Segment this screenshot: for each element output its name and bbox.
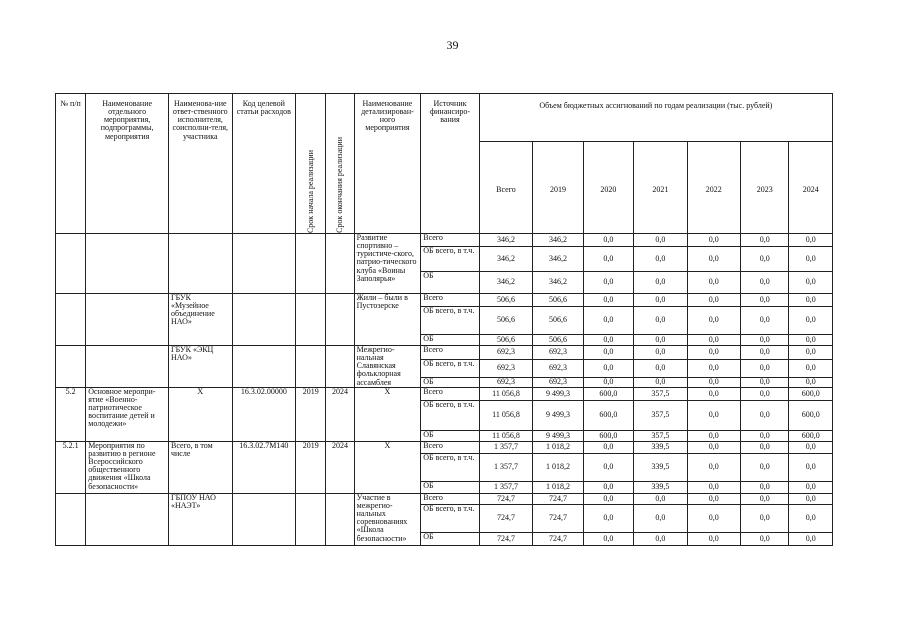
- row-value-0: 1 357,7: [479, 481, 532, 493]
- row-value-5: 0,0: [741, 430, 789, 441]
- header-year-2: 2020: [583, 142, 633, 234]
- table-row: [56, 387, 833, 400]
- row-num: [56, 294, 86, 346]
- row-value-3: 0,0: [634, 346, 687, 360]
- row-value-5: 0,0: [741, 294, 789, 307]
- row-value-5: 0,0: [741, 272, 789, 294]
- row-value-3: 357,5: [634, 430, 687, 441]
- row-code: 16.3.02.00000: [232, 387, 296, 441]
- row-code: [232, 346, 296, 388]
- row-value-2: 0,0: [583, 453, 633, 481]
- row-value-6: 0,0: [789, 335, 833, 346]
- header-end: [326, 94, 354, 234]
- row-value-6: 0,0: [789, 307, 833, 335]
- header-budget: Объем бюджетных ассигнований по годам реализации (тыс. рублей): [479, 94, 832, 142]
- row-value-4: 0,0: [687, 504, 740, 532]
- row-end: 2024: [326, 441, 354, 493]
- row-name: Основное меропри-ятие «Военно-патриотическое воспитание детей и молодежи»: [86, 387, 169, 441]
- row-end: [326, 346, 354, 388]
- row-value-6: 0,0: [789, 441, 833, 453]
- header-year-6: 2024: [789, 142, 833, 234]
- row-value-2: 0,0: [583, 493, 633, 504]
- row-value-1: 724,7: [533, 504, 583, 532]
- row-value-6: 0,0: [789, 504, 833, 532]
- row-value-1: 9 499,3: [533, 430, 583, 441]
- row-value-6: 0,0: [789, 453, 833, 481]
- row-source: Всего: [421, 387, 480, 400]
- row-value-2: 600,0: [583, 387, 633, 400]
- row-value-4: 0,0: [687, 430, 740, 441]
- row-end: [326, 493, 354, 545]
- row-value-3: 339,5: [634, 453, 687, 481]
- row-value-0: 11 056,8: [479, 430, 532, 441]
- row-value-0: 1 357,7: [479, 441, 532, 453]
- row-value-4: 0,0: [687, 359, 740, 377]
- row-value-1: 724,7: [533, 493, 583, 504]
- row-num: [56, 493, 86, 545]
- row-value-4: 0,0: [687, 294, 740, 307]
- row-value-2: 0,0: [583, 272, 633, 294]
- row-start: 2019: [296, 441, 326, 493]
- row-value-1: 1 018,2: [533, 441, 583, 453]
- row-value-4: 0,0: [687, 377, 740, 387]
- row-value-6: 0,0: [789, 377, 833, 387]
- row-code: [232, 234, 296, 294]
- row-value-0: 346,2: [479, 272, 532, 294]
- row-value-0: 11 056,8: [479, 400, 532, 430]
- row-end: [326, 234, 354, 294]
- row-value-3: 339,5: [634, 441, 687, 453]
- header-num: № п/п: [56, 94, 86, 234]
- row-source: ОБ всего, в т.ч.: [421, 359, 480, 377]
- row-value-5: 0,0: [741, 377, 789, 387]
- row-value-2: 0,0: [583, 247, 633, 272]
- row-num: 5.2.1: [56, 441, 86, 493]
- row-value-5: 0,0: [741, 453, 789, 481]
- row-source: ОБ: [421, 335, 480, 346]
- row-value-4: 0,0: [687, 453, 740, 481]
- table-row: [56, 493, 833, 504]
- row-value-0: 692,3: [479, 359, 532, 377]
- row-name: Мероприятия по развитию в регионе Всероссийского общественного движения «Школа безопасности»: [86, 441, 169, 493]
- row-value-5: 0,0: [741, 234, 789, 247]
- row-value-4: 0,0: [687, 247, 740, 272]
- row-value-6: 0,0: [789, 359, 833, 377]
- header-executor: Наименова-ние ответ-ственного исполнителя, соисполни-теля, участника: [169, 94, 233, 234]
- row-value-0: 724,7: [479, 493, 532, 504]
- row-value-5: 0,0: [741, 307, 789, 335]
- header-year-1: 2019: [533, 142, 583, 234]
- row-source: ОБ: [421, 481, 480, 493]
- row-executor: [169, 234, 233, 294]
- row-value-4: 0,0: [687, 335, 740, 346]
- row-value-6: 0,0: [789, 493, 833, 504]
- table-row: [56, 294, 833, 307]
- row-value-5: 0,0: [741, 346, 789, 360]
- row-source: ОБ всего, в т.ч.: [421, 453, 480, 481]
- row-value-5: 0,0: [741, 335, 789, 346]
- row-value-2: 0,0: [583, 481, 633, 493]
- row-value-0: 692,3: [479, 346, 532, 360]
- row-value-4: 0,0: [687, 493, 740, 504]
- row-value-3: 0,0: [634, 504, 687, 532]
- row-value-0: 346,2: [479, 247, 532, 272]
- row-name: [86, 493, 169, 545]
- row-value-3: 0,0: [634, 247, 687, 272]
- row-value-3: 0,0: [634, 234, 687, 247]
- row-value-6: 0,0: [789, 481, 833, 493]
- row-detail: Участие в межрегио-нальных соревнованиях «Школа безопасности»: [354, 493, 421, 545]
- row-name: [86, 234, 169, 294]
- row-value-1: 346,2: [533, 272, 583, 294]
- row-value-5: 0,0: [741, 532, 789, 545]
- row-value-6: 0,0: [789, 247, 833, 272]
- row-num: [56, 346, 86, 388]
- row-value-2: 0,0: [583, 377, 633, 387]
- row-value-2: 0,0: [583, 335, 633, 346]
- row-value-2: 0,0: [583, 441, 633, 453]
- row-value-0: 1 357,7: [479, 453, 532, 481]
- row-value-0: 506,6: [479, 307, 532, 335]
- row-value-3: 339,5: [634, 481, 687, 493]
- row-value-3: 0,0: [634, 335, 687, 346]
- row-start: [296, 346, 326, 388]
- row-start: [296, 294, 326, 346]
- row-value-0: 724,7: [479, 504, 532, 532]
- row-end: [326, 294, 354, 346]
- row-value-5: 0,0: [741, 493, 789, 504]
- row-value-1: 692,3: [533, 377, 583, 387]
- row-value-3: 0,0: [634, 359, 687, 377]
- row-value-1: 692,3: [533, 346, 583, 360]
- row-value-3: 0,0: [634, 272, 687, 294]
- row-executor: Всего, в том числе: [169, 441, 233, 493]
- row-value-0: 11 056,8: [479, 387, 532, 400]
- row-value-4: 0,0: [687, 307, 740, 335]
- row-value-6: 0,0: [789, 532, 833, 545]
- row-value-1: 1 018,2: [533, 453, 583, 481]
- row-value-3: 0,0: [634, 307, 687, 335]
- row-value-3: 0,0: [634, 493, 687, 504]
- row-value-5: 0,0: [741, 387, 789, 400]
- row-source: Всего: [421, 346, 480, 360]
- row-value-1: 346,2: [533, 234, 583, 247]
- header-end-label: Срок окончания реализации: [334, 137, 344, 233]
- row-value-2: 600,0: [583, 430, 633, 441]
- row-value-1: 506,6: [533, 335, 583, 346]
- header-detail: Наименование детализирован-ного мероприятия: [354, 94, 421, 234]
- row-value-2: 0,0: [583, 504, 633, 532]
- header-start: [296, 94, 326, 234]
- row-executor: ГБПОУ НАО «НАЭТ»: [169, 493, 233, 545]
- row-value-4: 0,0: [687, 272, 740, 294]
- row-value-0: 506,6: [479, 335, 532, 346]
- row-detail: Х: [354, 441, 421, 493]
- row-source: ОБ всего, в т.ч.: [421, 400, 480, 430]
- table-row: [56, 234, 833, 247]
- header-source: Источник финансиро-вания: [421, 94, 480, 234]
- row-value-1: 9 499,3: [533, 387, 583, 400]
- row-num: [56, 234, 86, 294]
- row-value-4: 0,0: [687, 441, 740, 453]
- row-name: [86, 346, 169, 388]
- row-source: ОБ: [421, 430, 480, 441]
- row-value-5: 0,0: [741, 441, 789, 453]
- row-value-5: 0,0: [741, 504, 789, 532]
- row-value-1: 724,7: [533, 532, 583, 545]
- row-value-4: 0,0: [687, 400, 740, 430]
- row-detail: Х: [354, 387, 421, 441]
- header-year-4: 2022: [687, 142, 740, 234]
- row-value-5: 0,0: [741, 247, 789, 272]
- row-detail: Жили – были в Пустозерске: [354, 294, 421, 346]
- row-source: ОБ: [421, 532, 480, 545]
- row-value-0: 692,3: [479, 377, 532, 387]
- header-start-label: Срок начала реализации: [305, 149, 315, 233]
- row-source: Всего: [421, 294, 480, 307]
- row-value-2: 0,0: [583, 234, 633, 247]
- row-value-4: 0,0: [687, 481, 740, 493]
- row-start: [296, 234, 326, 294]
- row-value-3: 357,5: [634, 387, 687, 400]
- row-value-3: 357,5: [634, 400, 687, 430]
- row-name: [86, 294, 169, 346]
- row-value-1: 9 499,3: [533, 400, 583, 430]
- header-code: Код целевой статьи расходов: [232, 94, 296, 234]
- row-value-5: 0,0: [741, 359, 789, 377]
- row-value-5: 0,0: [741, 481, 789, 493]
- row-value-6: 0,0: [789, 294, 833, 307]
- row-source: ОБ всего, в т.ч.: [421, 504, 480, 532]
- row-value-3: 0,0: [634, 294, 687, 307]
- page-number: 39: [446, 38, 459, 52]
- row-source: ОБ: [421, 377, 480, 387]
- row-source: ОБ всего, в т.ч.: [421, 307, 480, 335]
- header-name: Наименование отдельного мероприятия, подпрограммы, мероприятия: [86, 94, 169, 234]
- row-value-3: 0,0: [634, 532, 687, 545]
- row-executor: ГБУК «Музейное объединение НАО»: [169, 294, 233, 346]
- row-value-1: 506,6: [533, 307, 583, 335]
- row-value-2: 0,0: [583, 532, 633, 545]
- row-value-2: 0,0: [583, 359, 633, 377]
- row-detail: Межрегио-нальная Славянская фольклорная ассамблея: [354, 346, 421, 388]
- row-detail: Развитие спортивно – туристиче-ского, патрио-тического клуба «Воины Заполярья»: [354, 234, 421, 294]
- row-source: ОБ всего, в т.ч.: [421, 247, 480, 272]
- row-value-2: 0,0: [583, 294, 633, 307]
- row-source: Всего: [421, 234, 480, 247]
- row-executor: Х: [169, 387, 233, 441]
- row-source: Всего: [421, 493, 480, 504]
- row-value-1: 506,6: [533, 294, 583, 307]
- row-end: 2024: [326, 387, 354, 441]
- row-value-6: 600,0: [789, 400, 833, 430]
- budget-table: [55, 93, 833, 546]
- row-value-6: 0,0: [789, 234, 833, 247]
- row-value-2: 0,0: [583, 307, 633, 335]
- row-start: [296, 493, 326, 545]
- row-value-4: 0,0: [687, 387, 740, 400]
- row-value-1: 1 018,2: [533, 481, 583, 493]
- row-value-2: 0,0: [583, 346, 633, 360]
- row-value-1: 692,3: [533, 359, 583, 377]
- row-source: ОБ: [421, 272, 480, 294]
- row-code: [232, 294, 296, 346]
- row-value-1: 346,2: [533, 247, 583, 272]
- header-year-0: Всего: [479, 142, 532, 234]
- row-start: 2019: [296, 387, 326, 441]
- row-value-4: 0,0: [687, 346, 740, 360]
- row-value-3: 0,0: [634, 377, 687, 387]
- row-code: [232, 493, 296, 545]
- header-year-5: 2023: [741, 142, 789, 234]
- row-source: Всего: [421, 441, 480, 453]
- row-value-4: 0,0: [687, 234, 740, 247]
- row-code: 16.3.02.7М140: [232, 441, 296, 493]
- table-row: [56, 441, 833, 453]
- row-value-2: 600,0: [583, 400, 633, 430]
- row-value-0: 724,7: [479, 532, 532, 545]
- row-value-4: 0,0: [687, 532, 740, 545]
- header-year-3: 2021: [634, 142, 687, 234]
- row-value-6: 600,0: [789, 430, 833, 441]
- row-value-0: 346,2: [479, 234, 532, 247]
- table-row: [56, 346, 833, 360]
- row-value-5: 0,0: [741, 400, 789, 430]
- row-num: 5.2: [56, 387, 86, 441]
- row-value-6: 0,0: [789, 272, 833, 294]
- row-executor: ГБУК «ЭКЦ НАО»: [169, 346, 233, 388]
- row-value-6: 600,0: [789, 387, 833, 400]
- row-value-6: 0,0: [789, 346, 833, 360]
- row-value-0: 506,6: [479, 294, 532, 307]
